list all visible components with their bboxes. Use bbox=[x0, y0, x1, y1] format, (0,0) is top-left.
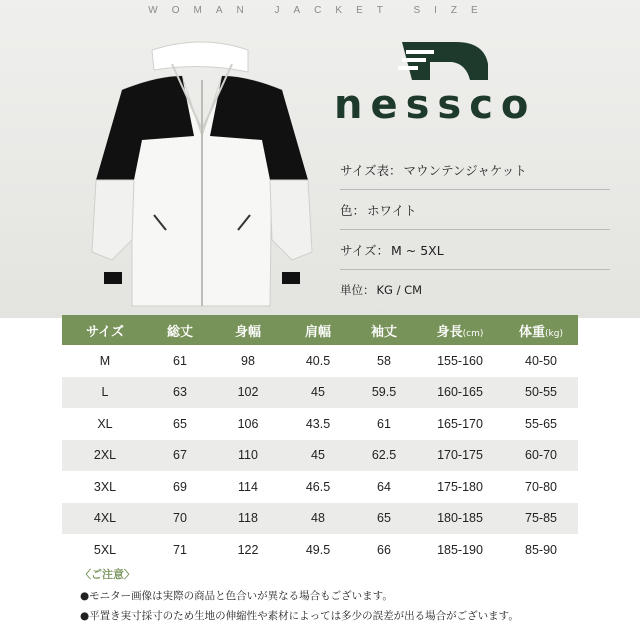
table-cell: 43.5 bbox=[305, 416, 331, 431]
table-cell: 3XL bbox=[93, 479, 117, 494]
table-header-cell: 身長(cm) bbox=[416, 315, 504, 345]
table-cell: L bbox=[62, 377, 148, 409]
info-unit-row bbox=[340, 270, 610, 310]
table-row bbox=[62, 345, 578, 377]
table-cell: 49.5 bbox=[305, 542, 331, 557]
table-row bbox=[62, 440, 578, 472]
info-size-label: サイズ： bbox=[340, 243, 390, 258]
table-cell: 58 bbox=[377, 353, 391, 368]
table-cell: 65 bbox=[173, 416, 187, 431]
info-type-label: サイズ表： bbox=[340, 163, 402, 178]
table-cell: 122 bbox=[237, 542, 259, 557]
table-cell: 180-185 bbox=[416, 503, 504, 535]
table-cell: 63 bbox=[148, 377, 212, 409]
table-cell: 114 bbox=[238, 479, 258, 494]
table-header-cell: 袖丈 bbox=[352, 315, 416, 345]
table-cell: 65 bbox=[352, 503, 416, 535]
table-cell: 50-55 bbox=[504, 377, 578, 409]
table-cell: 61 bbox=[377, 416, 391, 431]
page-header: WOMAN JACKET SIZE bbox=[148, 4, 492, 16]
table-header-cell: 総丈 bbox=[148, 315, 212, 345]
table-cell: 66 bbox=[377, 542, 391, 557]
table-cell: 2XL bbox=[62, 440, 148, 472]
info-size-value: M ~ 5XL bbox=[391, 242, 444, 258]
table-header-cell: サイズ bbox=[62, 315, 148, 345]
table-cell: 62.5 bbox=[352, 440, 416, 472]
table-row bbox=[62, 408, 578, 440]
table-cell: 70 bbox=[148, 503, 212, 535]
table-cell: 46.5 bbox=[305, 479, 331, 494]
jacket-image bbox=[82, 40, 322, 310]
info-unit-label: 単位： bbox=[340, 283, 375, 297]
info-type-value: マウンテンジャケット bbox=[403, 163, 527, 178]
table-cell: 98 bbox=[241, 353, 255, 368]
table-header-cell: 身幅 bbox=[212, 315, 284, 345]
table-cell: 45 bbox=[284, 377, 352, 409]
size-table bbox=[62, 315, 578, 566]
table-cell: 64 bbox=[377, 479, 391, 494]
table-cell: 185-190 bbox=[437, 542, 483, 557]
note-line: ●モニター画像は実際の商品と色合いが異なる場合もございます。 bbox=[80, 590, 393, 602]
info-type-row bbox=[340, 150, 610, 190]
table-row bbox=[62, 377, 578, 409]
table-cell: 71 bbox=[173, 542, 187, 557]
table-cell: M bbox=[99, 353, 111, 368]
table-cell: 110 bbox=[212, 440, 284, 472]
table-cell: 55-65 bbox=[525, 416, 557, 431]
table-cell: 155-160 bbox=[437, 353, 483, 368]
table-cell: 45 bbox=[284, 440, 352, 472]
table-cell: 61 bbox=[173, 353, 187, 368]
table-row bbox=[62, 503, 578, 535]
table-header-row bbox=[62, 315, 578, 345]
info-color-label: 色： bbox=[340, 203, 366, 218]
brand-logo-icon bbox=[396, 38, 492, 84]
table-header-cell: 肩幅 bbox=[284, 315, 352, 345]
info-color-row bbox=[340, 190, 610, 230]
table-cell: 5XL bbox=[93, 542, 117, 557]
table-row bbox=[62, 534, 578, 566]
table-cell: 48 bbox=[284, 503, 352, 535]
table-cell: 165-170 bbox=[437, 416, 483, 431]
table-cell: 67 bbox=[148, 440, 212, 472]
table-cell: 70-80 bbox=[525, 479, 557, 494]
table-cell: 160-165 bbox=[416, 377, 504, 409]
notes-title: 〈ご注意〉 bbox=[80, 568, 135, 581]
table-cell: 75-85 bbox=[504, 503, 578, 535]
table-cell: 175-180 bbox=[437, 479, 483, 494]
table-cell: 85-90 bbox=[525, 542, 557, 557]
info-color-value: ホワイト bbox=[367, 203, 417, 218]
table-cell: 59.5 bbox=[352, 377, 416, 409]
table-cell: 60-70 bbox=[504, 440, 578, 472]
table-cell: 40.5 bbox=[305, 353, 331, 368]
notes-section bbox=[80, 566, 620, 628]
table-cell: 40-50 bbox=[525, 353, 557, 368]
info-size-row bbox=[340, 230, 610, 270]
note-line: ●平置き実寸採寸のため生地の伸縮性や素材によっては多少の誤差が出る場合がございます。 bbox=[80, 610, 519, 622]
svg-text:nessco: nessco bbox=[334, 84, 537, 126]
table-cell: 118 bbox=[212, 503, 284, 535]
table-cell: 106 bbox=[237, 416, 259, 431]
table-header-cell: 体重(kg) bbox=[504, 315, 578, 345]
table-row bbox=[62, 471, 578, 503]
table-cell: XL bbox=[97, 416, 113, 431]
table-cell: 69 bbox=[173, 479, 187, 494]
info-unit-value: KG / CM bbox=[376, 283, 423, 297]
brand-logo-wordmark bbox=[334, 84, 560, 126]
table-cell: 4XL bbox=[62, 503, 148, 535]
table-cell: 102 bbox=[212, 377, 284, 409]
table-cell: 170-175 bbox=[416, 440, 504, 472]
product-info bbox=[340, 150, 610, 310]
